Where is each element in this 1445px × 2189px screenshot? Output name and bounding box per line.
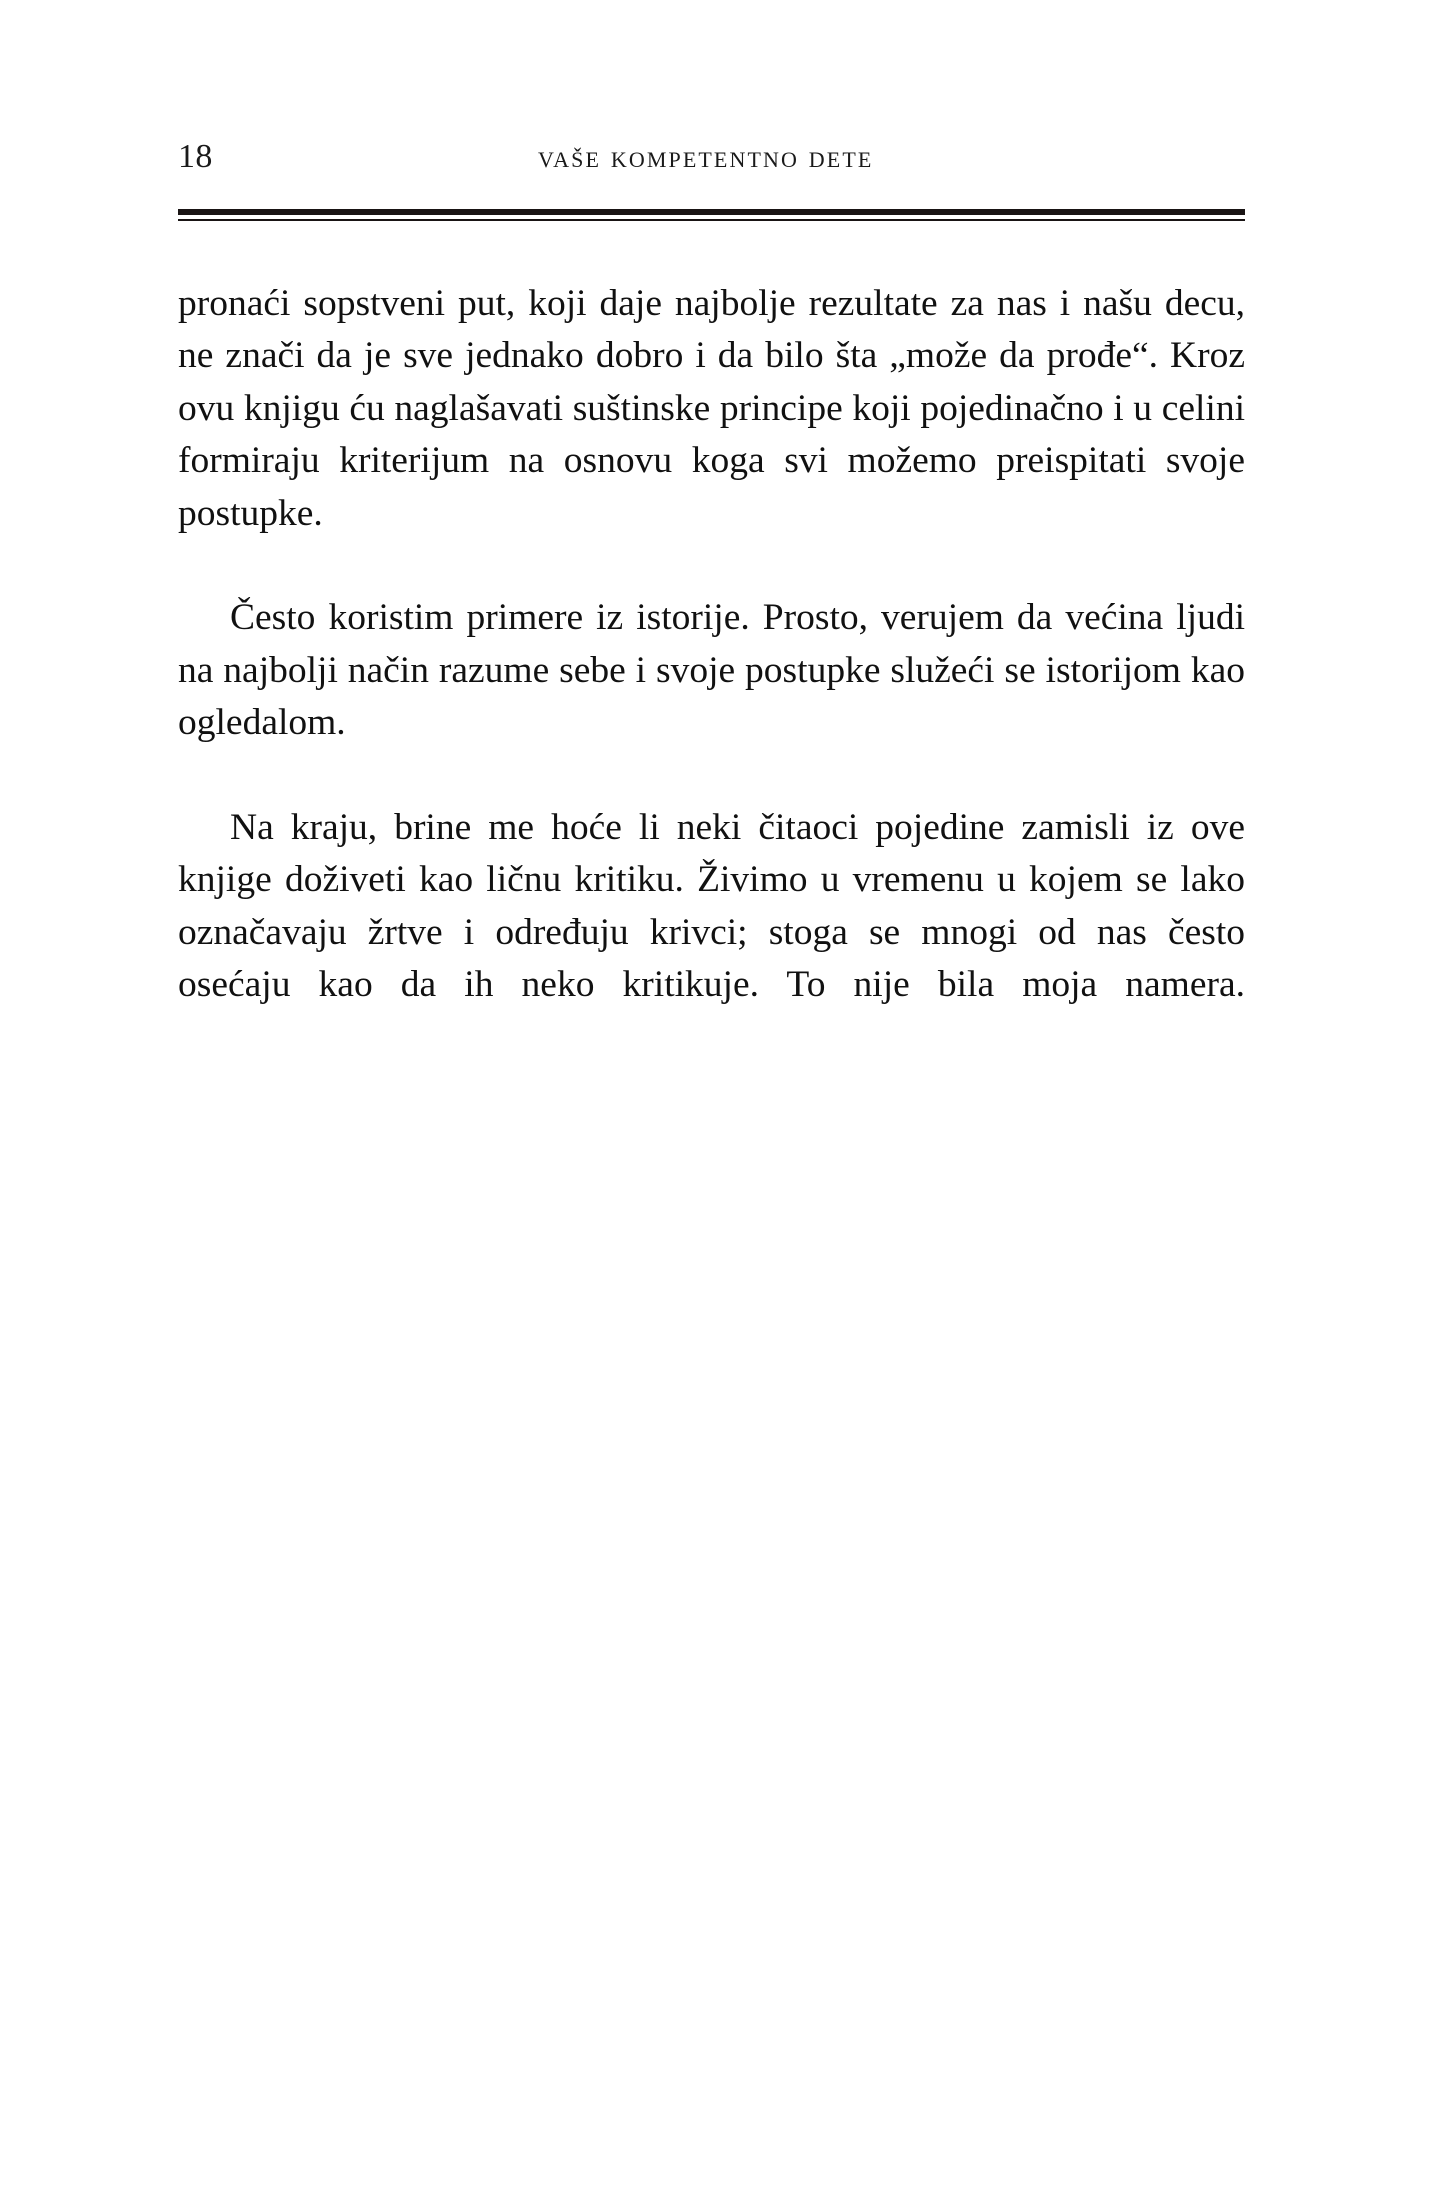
body-text-column [178, 278, 1245, 1064]
header-double-rule [178, 209, 1245, 225]
paragraph-continuation: pronaći sopstveni put, koji daje najbolje rezultate za nas i našu decu, ne znači da je sve jednako dobro i da bilo šta „može da prođe“. Kroz ovu knjigu ću naglašavati suštinske principe koji pojedinačno i u celini formiraju kriterijum na osnovu koga svi možemo preispitati svoje postupke. [178, 283, 1245, 534]
running-title: vaše kompetentno dete [538, 139, 874, 174]
paragraph-istorija: Često koristim primere iz istorije. Prosto, verujem da većina ljudi na najbolji način razume sebe i svoje postupke služeći se istorijom kao ogledalom. [178, 597, 1245, 744]
header-rule-thin [178, 219, 1245, 221]
paragraph-kritika: Na kraju, brine me hoće li neki čitaoci pojedine zamisli iz ove knjige doživeti kao ličnu kritiku. Živimo u vremenu u kojem se lako označavaju žrtve i određuju krivci; stoga se mnogi od nas često osećaju kao da ih neko kritikuje. To nije bila moja namera. [178, 807, 1245, 1006]
header-rule-thick [178, 209, 1245, 215]
running-head [178, 140, 1243, 192]
page-number: 18 [178, 138, 213, 175]
